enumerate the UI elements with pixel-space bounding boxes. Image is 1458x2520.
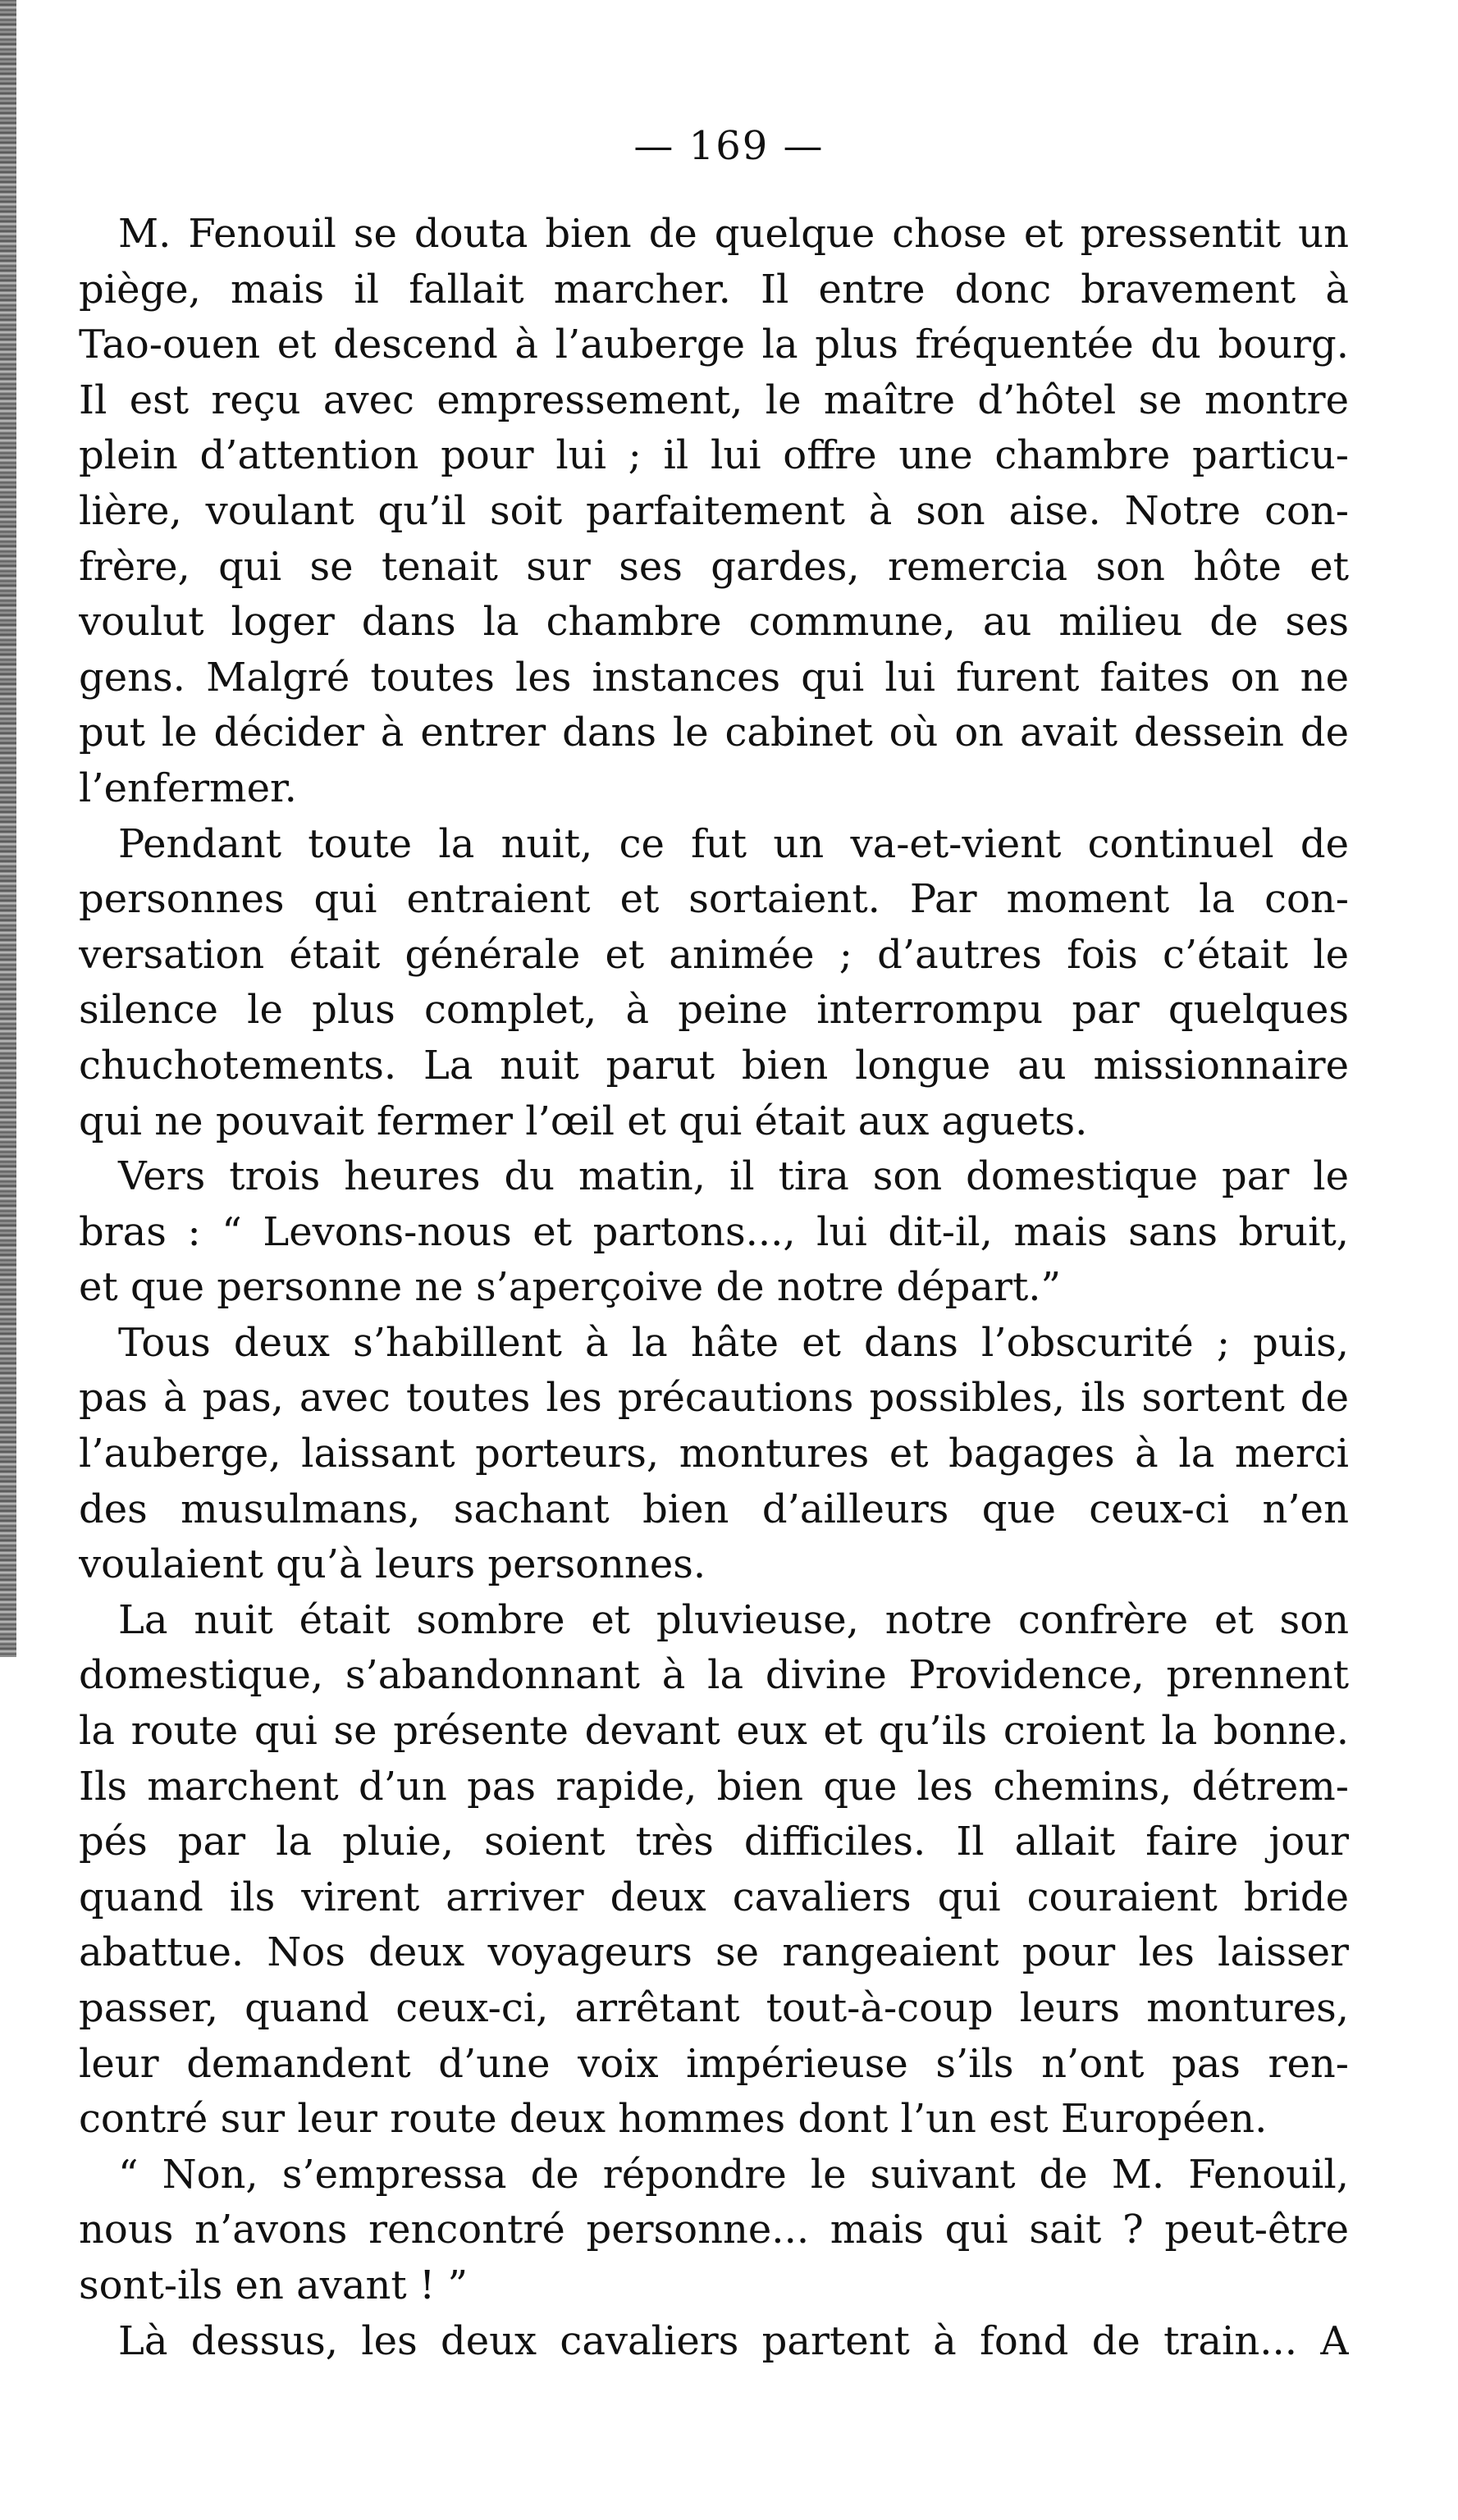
page-number: — 169 — [633, 123, 825, 169]
text-line: nous n’avons rencontré personne... mais qui sait ? peut-être [79, 2207, 1349, 2253]
text-line: Tous deux s’habillent à la hâte et dans l’obscurité ; puis, [118, 1319, 1349, 1366]
text-line: passer, quand ceux-ci, arrêtant tout-à-coup leurs montures, [79, 1985, 1349, 2031]
text-line: put le décider à entrer dans le cabinet où on avait dessein de [79, 710, 1349, 756]
text-line: lière, voulant qu’il soit parfaitement à son aise. Notre con- [79, 487, 1349, 534]
text-line: Tao-ouen et descend à l’auberge la plus fréquentée du bourg. [79, 322, 1349, 368]
text-line: Vers trois heures du matin, il tira son domestique par le [118, 1153, 1349, 1200]
text-line: Pendant toute la nuit, ce fut un va-et-vient continuel de [118, 820, 1349, 867]
text-line: sont-ils en avant ! ” [79, 2262, 468, 2308]
text-line: piège, mais il fallait marcher. Il entre donc bravement à [79, 266, 1349, 313]
text-line: gens. Malgré toutes les instances qui lui furent faites on ne [79, 654, 1349, 701]
text-line: M. Fenouil se douta bien de quelque chose et pressentit un [118, 211, 1349, 257]
text-line: chuchotements. La nuit parut bien longue au missionnaire [79, 1042, 1349, 1089]
text-line: leur demandent d’une voix impérieuse s’ils n’ont pas ren- [79, 2040, 1349, 2087]
text-line: versation était générale et animée ; d’autres fois c’était le [79, 931, 1349, 978]
text-line: l’enfermer. [79, 765, 297, 811]
text-line: personnes qui entraient et sortaient. Par moment la con- [79, 876, 1349, 923]
text-line: contré sur leur route deux hommes dont l’un est Européen. [79, 2096, 1268, 2143]
text-line: l’auberge, laissant porteurs, montures et bagages à la merci [79, 1431, 1349, 1477]
text-line: frère, qui se tenait sur ses gardes, remercia son hôte et [79, 543, 1349, 590]
text-line: la route qui se présente devant eux et qu’ils croient la bonne. [79, 1708, 1349, 1755]
text-line: bras : “ Levons-nous et partons..., lui dit-il, mais sans bruit, [79, 1208, 1349, 1255]
text-line: pés par la pluie, soient très difficiles. Il allait faire jour [79, 1819, 1349, 1865]
text-line: Là dessus, les deux cavaliers partent à fond de train... A [118, 2317, 1349, 2364]
text-line: voulaient qu’à leurs personnes. [79, 1541, 706, 1588]
text-line: plein d’attention pour lui ; il lui offre une chambre particu- [79, 432, 1349, 479]
text-line: abattue. Nos deux voyageurs se rangeaient pour les laisser [79, 1929, 1349, 1976]
text-line: La nuit était sombre et pluvieuse, notre confrère et son [118, 1596, 1349, 1643]
page-body-text [79, 207, 1349, 2369]
text-line: des musulmans, sachant bien d’ailleurs que ceux-ci n’en [79, 1486, 1349, 1532]
text-line: voulut loger dans la chambre commune, au milieu de ses [79, 599, 1349, 646]
text-line: domestique, s’abandonnant à la divine Providence, prennent [79, 1652, 1349, 1699]
text-line: Il est reçu avec empressement, le maître d’hôtel se montre [79, 377, 1349, 423]
text-line: “ Non, s’empressa de répondre le suivant de M. Fenouil, [118, 2151, 1349, 2198]
text-line: et que personne ne s’aperçoive de notre départ.” [79, 1264, 1062, 1311]
text-line: Ils marchent d’un pas rapide, bien que les chemins, détrem- [79, 1763, 1349, 1810]
text-line: qui ne pouvait fermer l’œil et qui était aux aguets. [79, 1098, 1088, 1144]
text-line: quand ils virent arriver deux cavaliers qui couraient bride [79, 1874, 1349, 1920]
text-line: silence le plus complet, à peine interrompu par quelques [79, 987, 1349, 1034]
text-line: pas à pas, avec toutes les précautions possibles, ils sortent de [79, 1375, 1349, 1422]
